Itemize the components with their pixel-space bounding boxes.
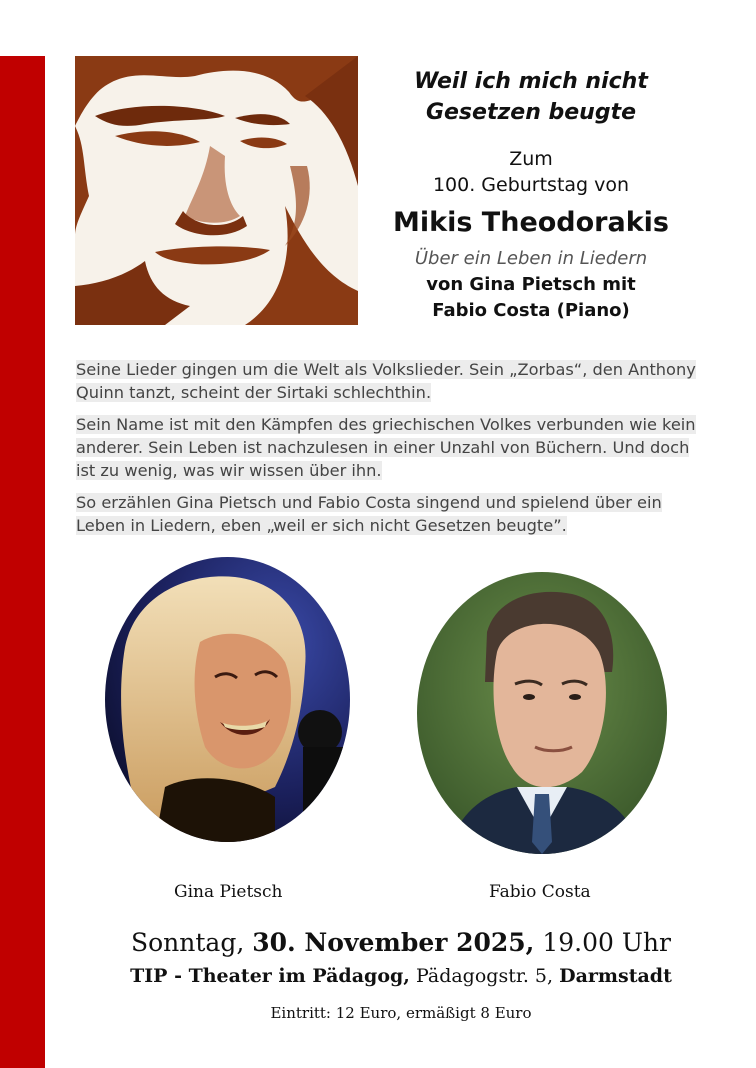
title-block — [372, 62, 690, 324]
theodorakis-portrait — [75, 56, 358, 325]
gina-pietsch-photo — [105, 557, 350, 842]
zum-label: Zum — [509, 148, 553, 170]
event-venue-line — [46, 962, 756, 990]
red-side-bar — [0, 56, 45, 1068]
event-time: 19.00 Uhr — [542, 928, 671, 957]
event-date-line — [46, 926, 756, 960]
program-subtitle: Über ein Leben in Liedern — [414, 248, 648, 269]
fabio-costa-photo — [417, 572, 667, 854]
performers-line-1: von Gina Pietsch mit — [426, 274, 636, 295]
venue-street: Pädagogstr. 5, — [415, 965, 554, 987]
event-title-line-1: Weil ich mich nicht — [414, 69, 648, 94]
venue-name: TIP - Theater im Pädagog, — [130, 965, 410, 987]
description-paragraph: Sein Name ist mit den Kämpfen des griechischen Volkes verbunden wie kein anderer. Sein Leben ist nachzulesen in einer Unzahl von Büchern. Und doch ist zu wenig, was wir wissen über ihn. — [76, 415, 696, 480]
description — [76, 358, 706, 546]
event-day: Sonntag, — [131, 928, 245, 957]
event-date: 30. November 2025, — [252, 928, 535, 957]
birthday-label: 100. Geburtstag von — [432, 174, 630, 196]
venue-city: Darmstadt — [559, 965, 672, 987]
description-paragraph: Seine Lieder gingen um die Welt als Volkslieder. Sein „Zorbas“, den Anthony Quinn tanzt, scheint der Sirtaki schlechthin. — [76, 360, 696, 402]
performers-line-2: Fabio Costa (Piano) — [432, 300, 630, 321]
honoree-name: Mikis Theodorakis — [393, 207, 669, 238]
caption-gina-pietsch: Gina Pietsch — [174, 882, 283, 902]
event-title-line-2: Gesetzen beugte — [425, 100, 637, 125]
admission-price: Eintritt: 12 Euro, ermäßigt 8 Euro — [270, 1004, 532, 1022]
description-paragraph: So erzählen Gina Pietsch und Fabio Costa singend und spielend über ein Leben in Liedern, eben „weil er sich nicht Gesetzen beugte”. — [76, 493, 662, 535]
caption-fabio-costa: Fabio Costa — [489, 882, 591, 902]
